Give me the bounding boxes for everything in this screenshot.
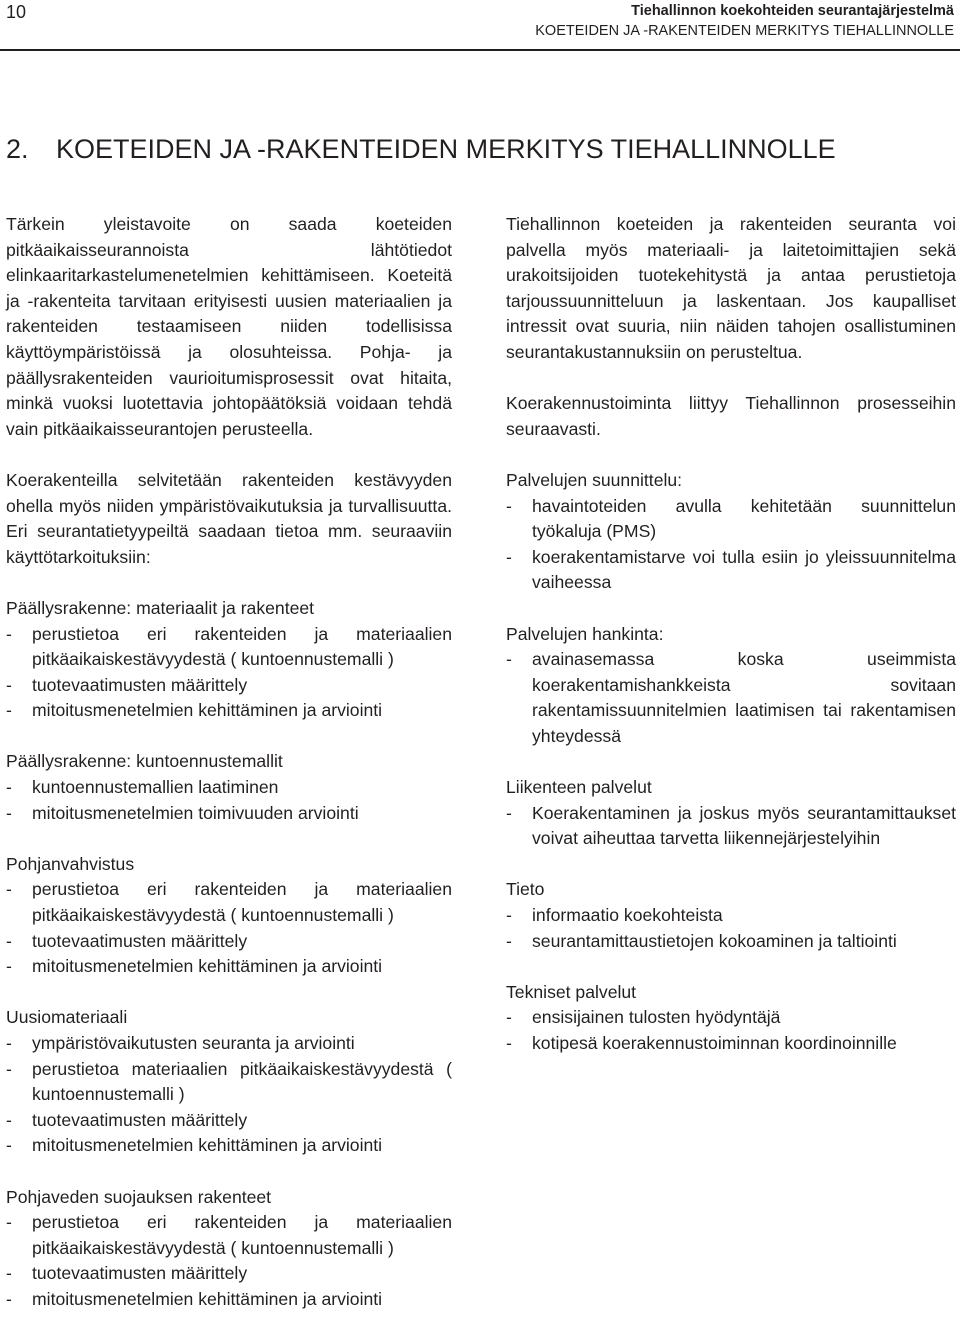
- body-paragraph: Koerakenteilla selvitetään rakenteiden kestävyyden ohella myös niiden ympäristövaikutuksia ja turvallisuutta. Eri seurantatietyypeiltä saadaan tietoa mm. seuraaviin käyttötarkoituksiin:: [6, 469, 452, 567]
- list-item-text: ensisijainen tulosten hyödyntäjä: [532, 1007, 781, 1028]
- dash-bullet: -: [506, 1007, 512, 1028]
- dash-bullet: -: [6, 623, 12, 644]
- dash-bullet: -: [6, 1058, 12, 1079]
- body-paragraph: Tärkein yleistavoite on saada koeteiden pitkäaikaisseurannoista lähtötiedot elinkaaritarkastelumenetelmien kehittämiseen. Koeteitä ja -rakenteita tarvitaan erityisesti uusien materiaalien ja rakenteiden testaamiseen niiden todellisissa käyttöympäristöissä ja olosuhteissa. Pohja- ja päällysrakenteiden vaurioitumisprosessit ovat hitaita, minkä vuoksi luotettavia johtopäätöksiä voidaan tehdä vain pitkäaikaisseurantojen perusteella.: [6, 214, 452, 439]
- list-item-text: informaatio koekohteista: [532, 905, 723, 926]
- dash-bullet: -: [6, 1033, 12, 1053]
- list-item: [6, 877, 452, 928]
- list-item: [506, 494, 956, 545]
- dash-bullet: -: [506, 546, 512, 567]
- dash-bullet: -: [6, 1212, 12, 1233]
- list-item: [506, 1031, 956, 1057]
- dash-bullet: -: [6, 1135, 12, 1156]
- bullet-list: [6, 877, 452, 979]
- list-item-text: havaintoteiden avulla kehitetään suunnittelun työkaluja (PMS): [532, 495, 956, 542]
- dash-bullet: -: [6, 956, 12, 977]
- list-section: [506, 775, 956, 852]
- section-title: Tieto: [506, 879, 545, 900]
- bullet-list: [506, 647, 956, 749]
- dash-bullet: -: [6, 674, 12, 695]
- list-item: [6, 1287, 452, 1313]
- chapter-title: KOETEIDEN JA -RAKENTEIDEN MERKITYS TIEHALLINNOLLE: [56, 134, 836, 164]
- list-item: [6, 1108, 452, 1134]
- list-item: [6, 673, 452, 699]
- list-item-text: perustietoa eri rakenteiden ja materiaalien pitkäaikaiskestävyydestä ( kuntoennustemalli ): [32, 879, 452, 926]
- left-column: [6, 212, 452, 1338]
- list-section: [506, 877, 956, 954]
- dash-bullet: -: [6, 1288, 12, 1309]
- list-section: [6, 596, 452, 724]
- list-item: [6, 1133, 452, 1159]
- list-section: [506, 468, 956, 596]
- list-item: [6, 698, 452, 724]
- list-section: [6, 1005, 452, 1159]
- list-item: [506, 929, 956, 955]
- list-item-text: mitoitusmenetelmien kehittäminen ja arviointi: [32, 956, 383, 977]
- bullet-list: [6, 1210, 452, 1312]
- section-title: Päällysrakenne: materiaalit ja rakenteet: [6, 597, 315, 618]
- section-title: Palvelujen hankinta:: [506, 623, 664, 644]
- running-subtitle: KOETEIDEN JA -RAKENTEIDEN MERKITYS TIEHALLINNOLLE: [535, 23, 954, 39]
- list-item-text: tuotevaatimusten määrittely: [32, 674, 248, 695]
- list-item-text: tuotevaatimusten määrittely: [32, 1109, 248, 1130]
- list-section: [6, 852, 452, 980]
- list-item-text: kotipesä koerakennustoiminnan koordinoinnille: [532, 1033, 897, 1053]
- list-item-text: kuntoennustemallien laatiminen: [32, 777, 279, 798]
- running-title: Tiehallinnon koekohteiden seurantajärjestelmä: [631, 3, 954, 19]
- dash-bullet: -: [506, 905, 512, 926]
- dash-bullet: -: [6, 930, 12, 951]
- dash-bullet: -: [506, 802, 512, 823]
- list-section: [6, 749, 452, 826]
- bullet-list: [506, 903, 956, 954]
- bullet-list: [6, 775, 452, 826]
- dash-bullet: -: [6, 1263, 12, 1284]
- chapter-number: 2.: [6, 134, 29, 164]
- list-item: [6, 929, 452, 955]
- list-item: [506, 801, 956, 852]
- bullet-list: [6, 1031, 452, 1159]
- list-item-text: mitoitusmenetelmien kehittäminen ja arviointi: [32, 1135, 383, 1156]
- right-column: [506, 212, 956, 1082]
- dash-bullet: -: [506, 495, 512, 516]
- list-item-text: tuotevaatimusten määrittely: [32, 930, 248, 951]
- list-section: [6, 1185, 452, 1313]
- dash-bullet: -: [506, 930, 512, 951]
- bullet-list: [506, 801, 956, 852]
- bullet-list: [6, 622, 452, 724]
- section-title: Tekniset palvelut: [506, 981, 637, 1002]
- section-title: Pohjanvahvistus: [6, 853, 135, 874]
- list-section: [506, 980, 956, 1057]
- list-item-text: mitoitusmenetelmien kehittäminen ja arviointi: [32, 1288, 383, 1309]
- list-item-text: avainasemassa koska useimmista koerakentamishankkeista sovitaan rakentamissuunnitelmien laatimisen tai rakentamisen yhteydessä: [532, 649, 956, 746]
- list-item: [506, 647, 956, 749]
- list-item: [6, 1031, 452, 1057]
- list-item-text: mitoitusmenetelmien toimivuuden arviointi: [32, 802, 359, 823]
- list-item: [506, 1005, 956, 1031]
- dash-bullet: -: [506, 1033, 512, 1053]
- list-item-text: seurantamittaustietojen kokoaminen ja taltiointi: [532, 930, 897, 951]
- list-item-text: tuotevaatimusten määrittely: [32, 1263, 248, 1284]
- list-section: [506, 622, 956, 750]
- list-item-text: Koerakentaminen ja joskus myös seurantamittaukset voivat aiheuttaa tarvetta liikennejärjestelyihin: [532, 802, 956, 849]
- dash-bullet: -: [6, 879, 12, 900]
- section-title: Liikenteen palvelut: [506, 777, 652, 798]
- dash-bullet: -: [6, 1109, 12, 1130]
- list-item-text: ympäristövaikutusten seuranta ja arviointi: [32, 1033, 355, 1053]
- dash-bullet: -: [6, 700, 12, 721]
- list-item: [6, 801, 452, 827]
- list-item-text: perustietoa eri rakenteiden ja materiaalien pitkäaikaiskestävyydestä ( kuntoennustemalli ): [32, 623, 452, 670]
- list-item: [6, 622, 452, 673]
- section-title: Päällysrakenne: kuntoennustemallit: [6, 751, 283, 772]
- page-number: 10: [6, 2, 27, 22]
- list-item-text: perustietoa eri rakenteiden ja materiaalien pitkäaikaiskestävyydestä ( kuntoennustemalli ): [32, 1212, 452, 1258]
- body-paragraph: Koerakennustoiminta liittyy Tiehallinnon prosesseihin seuraavasti.: [506, 393, 956, 439]
- section-title: Palvelujen suunnittelu:: [506, 469, 683, 490]
- list-item: [6, 1210, 452, 1261]
- list-item: [506, 903, 956, 929]
- list-item: [6, 1057, 452, 1108]
- section-title: Uusiomateriaali: [6, 1007, 128, 1028]
- bullet-list: [506, 1005, 956, 1056]
- list-item: [6, 954, 452, 980]
- list-item-text: mitoitusmenetelmien kehittäminen ja arviointi: [32, 700, 383, 721]
- dash-bullet: -: [506, 649, 512, 670]
- header-rule: [0, 49, 960, 51]
- list-item: [6, 775, 452, 801]
- chapter-heading: [6, 133, 836, 165]
- list-item-text: perustietoa materiaalien pitkäaikaiskestävyydestä ( kuntoennustemalli ): [32, 1058, 452, 1105]
- dash-bullet: -: [6, 802, 12, 823]
- list-item: [6, 1261, 452, 1287]
- list-item: [506, 545, 956, 596]
- bullet-list: [506, 494, 956, 596]
- section-title: Pohjaveden suojauksen rakenteet: [6, 1186, 272, 1207]
- body-paragraph: Tiehallinnon koeteiden ja rakenteiden seuranta voi palvella myös materiaali- ja laitetoimittajien sekä urakoitsijoiden tuotekehitystä ja antaa perustietoja tarjoussuunnitteluun ja laskentaan. Jos kaupalliset intressit ovat suuria, niin näiden tahojen osallistuminen seurantakustannuksiin on perusteltua.: [506, 214, 956, 362]
- list-item-text: koerakentamistarve voi tulla esiin jo yleissuunnitelma vaiheessa: [532, 546, 956, 593]
- page-header: [0, 0, 960, 44]
- dash-bullet: -: [6, 777, 12, 798]
